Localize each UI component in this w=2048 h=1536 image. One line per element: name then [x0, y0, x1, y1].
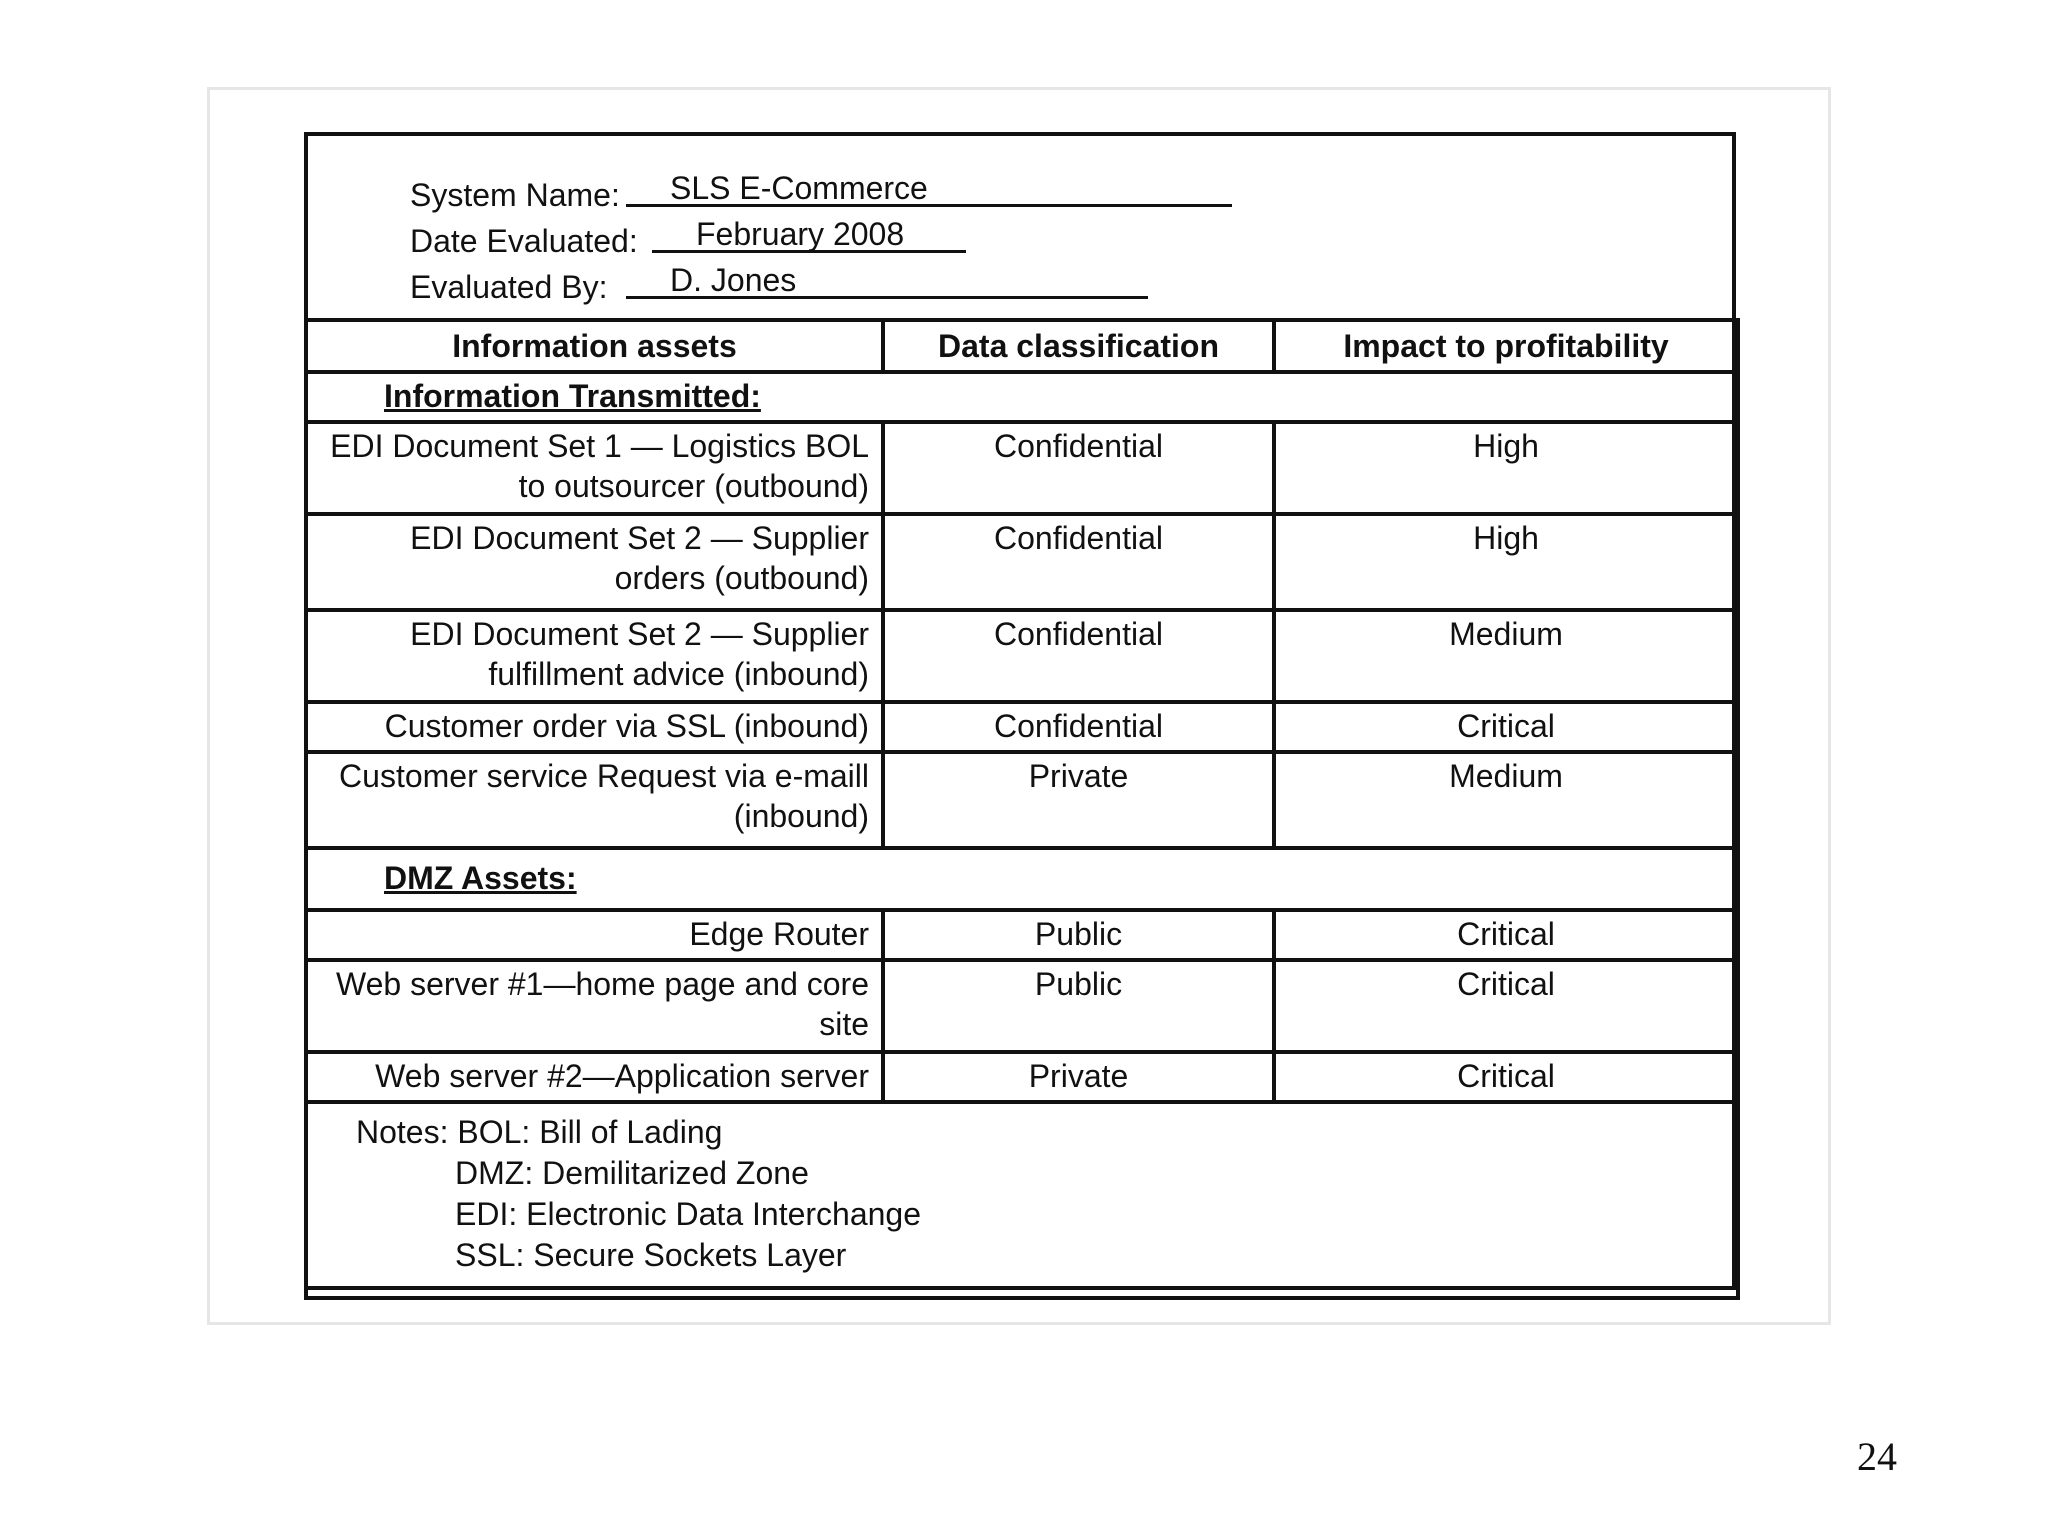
- note-ssl: SSL: Secure Sockets Layer: [455, 1237, 847, 1273]
- note-edi: EDI: Electronic Data Interchange: [455, 1196, 922, 1232]
- table-row: [306, 960, 1738, 1052]
- asset-cell: Web server #2—Application server: [306, 1052, 883, 1102]
- form-metadata: [308, 136, 1732, 322]
- notes-label: Notes:: [356, 1114, 449, 1150]
- section-row-dmz-assets: [306, 848, 1738, 910]
- impact-cell: Medium: [1274, 752, 1738, 848]
- date-evaluated-value: February 2008: [652, 215, 966, 253]
- asset-cell: Edge Router: [306, 910, 883, 960]
- information-assets-table: [304, 318, 1740, 1300]
- table-row: [306, 610, 1738, 702]
- classification-cell: Public: [883, 960, 1274, 1052]
- table-row: [306, 752, 1738, 848]
- asset-classification-form: [304, 132, 1736, 1290]
- impact-cell: High: [1274, 514, 1738, 610]
- section-row-information-transmitted: [306, 372, 1738, 422]
- impact-cell: Critical: [1274, 1052, 1738, 1102]
- note-dmz: DMZ: Demilitarized Zone: [455, 1155, 809, 1191]
- classification-cell: Confidential: [883, 702, 1274, 752]
- evaluated-by-label: Evaluated By:: [410, 269, 608, 305]
- page-number: 24: [1857, 1434, 1897, 1479]
- system-name-label: System Name:: [410, 177, 620, 213]
- header-data-classification: Data classification: [883, 320, 1274, 372]
- impact-cell: Critical: [1274, 960, 1738, 1052]
- classification-cell: Private: [883, 752, 1274, 848]
- notes-line: [356, 1112, 1726, 1153]
- asset-cell: EDI Document Set 1 — Logistics BOL to outsourcer (outbound): [306, 422, 883, 514]
- date-evaluated-label: Date Evaluated:: [410, 223, 638, 259]
- system-name-row: [410, 170, 928, 215]
- asset-cell: Customer service Request via e-maill (inbound): [306, 752, 883, 848]
- evaluated-by-row: [410, 262, 797, 307]
- classification-cell: Confidential: [883, 422, 1274, 514]
- table-row: [306, 910, 1738, 960]
- section-title: DMZ Assets:: [306, 848, 1738, 910]
- header-impact-to-profitability: Impact to profitability: [1274, 320, 1738, 372]
- table-row: [306, 702, 1738, 752]
- impact-cell: Medium: [1274, 610, 1738, 702]
- table-row: [306, 514, 1738, 610]
- classification-cell: Confidential: [883, 610, 1274, 702]
- asset-cell: EDI Document Set 2 — Supplier fulfillment advice (inbound): [306, 610, 883, 702]
- system-name-value: SLS E-Commerce: [626, 169, 1232, 207]
- asset-cell: Web server #1—home page and core site: [306, 960, 883, 1052]
- impact-cell: Critical: [1274, 702, 1738, 752]
- table-row: [306, 422, 1738, 514]
- asset-cell: EDI Document Set 2 — Supplier orders (outbound): [306, 514, 883, 610]
- table-header-row: [306, 320, 1738, 372]
- impact-cell: High: [1274, 422, 1738, 514]
- section-title: Information Transmitted:: [306, 372, 1738, 422]
- classification-cell: Public: [883, 910, 1274, 960]
- notes-cell: [306, 1102, 1738, 1298]
- classification-cell: Private: [883, 1052, 1274, 1102]
- asset-cell: Customer order via SSL (inbound): [306, 702, 883, 752]
- header-information-assets: Information assets: [306, 320, 883, 372]
- date-evaluated-row: [410, 216, 905, 261]
- table-row: [306, 1052, 1738, 1102]
- classification-cell: Confidential: [883, 514, 1274, 610]
- notes-row: [306, 1102, 1738, 1298]
- impact-cell: Critical: [1274, 910, 1738, 960]
- note-bol: BOL: Bill of Lading: [457, 1114, 723, 1150]
- evaluated-by-value: D. Jones: [626, 261, 1148, 299]
